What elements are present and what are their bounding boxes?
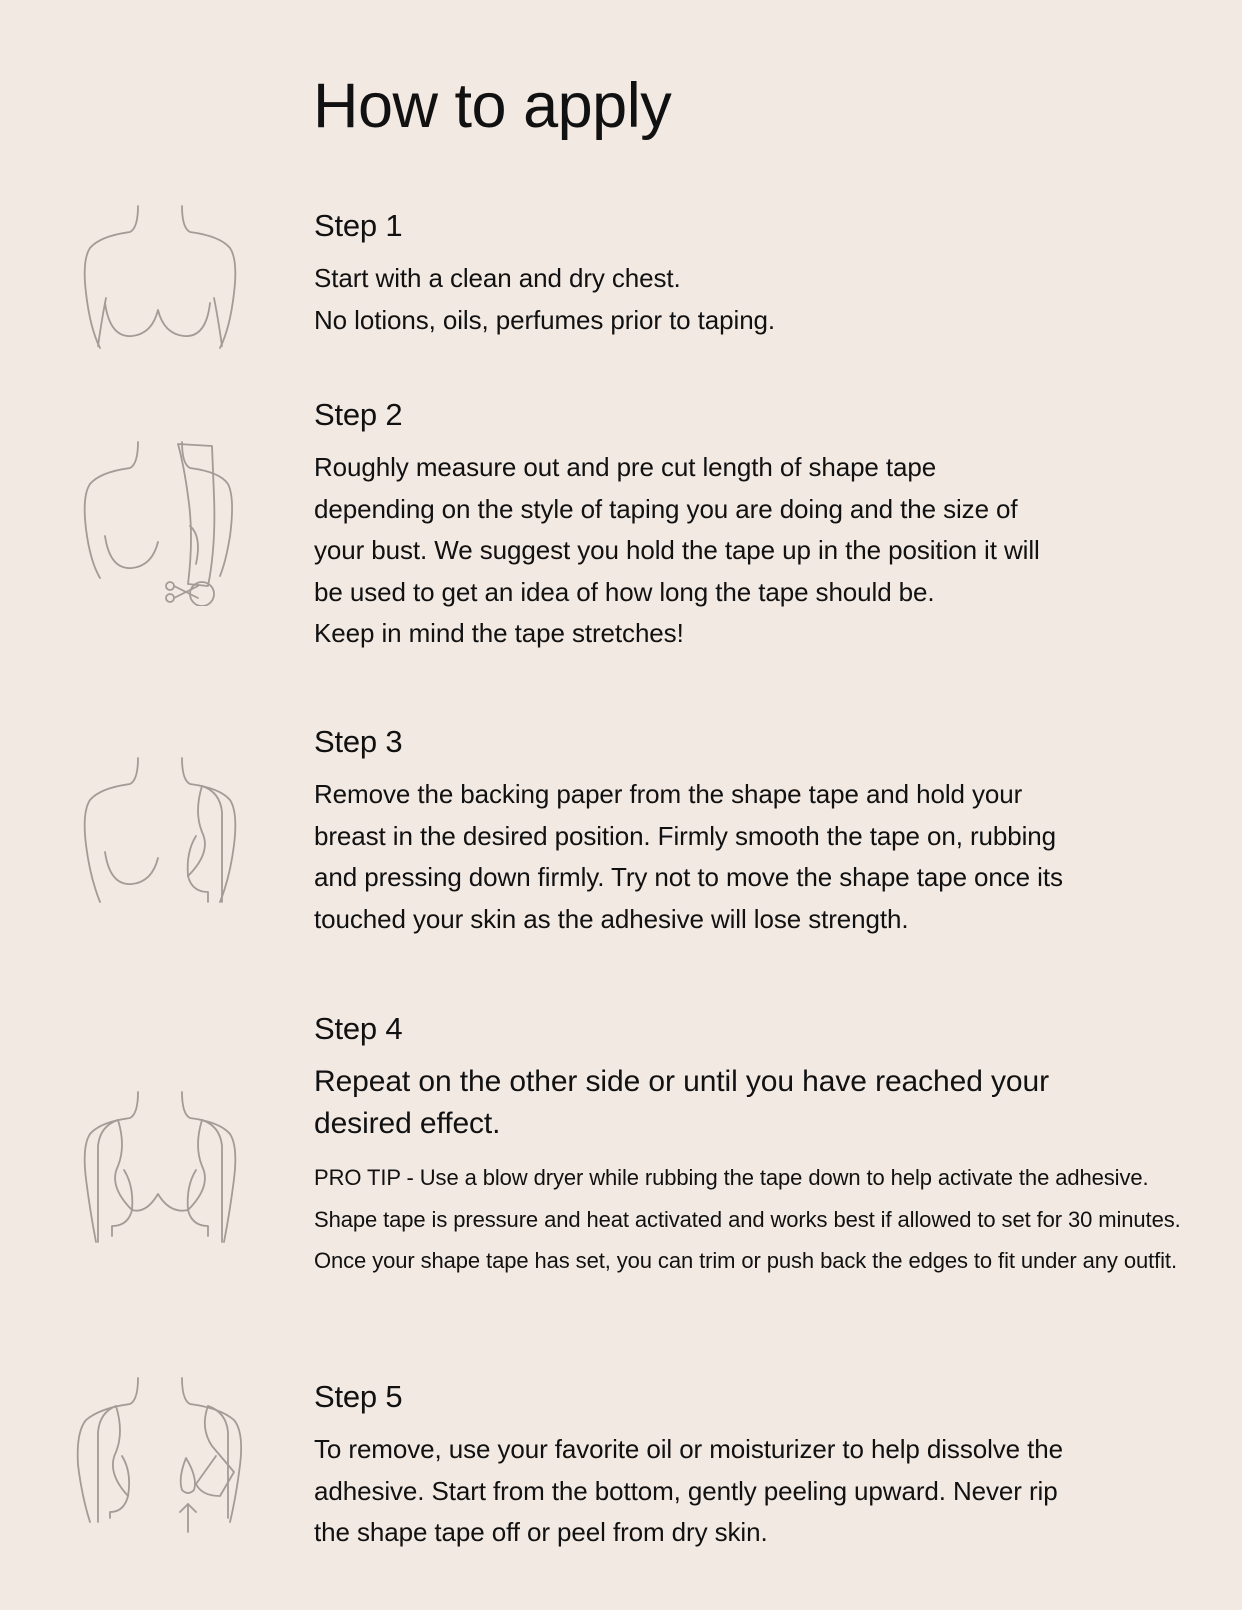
step-instructions: To remove, use your favorite oil or moisturizer to help dissolve the adhesive. Start from the bottom, gently peeling upward. Never rip the shape tape off or peel from dry skin. <box>314 1434 1063 1547</box>
step-4 <box>314 1009 1194 1282</box>
step-5 <box>314 1377 1194 1554</box>
measure-and-cut-tape-icon <box>70 436 250 606</box>
step-instructions: Remove the backing paper from the shape tape and hold your breast in the desired position. Firmly smooth the tape on, rubbing and pressing down firmly. Try not to move the shape tape once its touched your skin as the adhesive will lose strength. <box>314 779 1063 934</box>
step-instructions: Start with a clean and dry chest. No lotions, oils, perfumes prior to taping. <box>314 263 776 335</box>
peel-tape-upward-icon <box>70 1372 250 1542</box>
apply-tape-one-side-icon <box>70 752 250 922</box>
step-1 <box>314 206 1194 341</box>
step-instructions: Repeat on the other side or until you have reached your desired effect. <box>314 1065 1049 1140</box>
bare-chest-icon <box>70 198 250 368</box>
step-heading: Step 1 <box>314 208 403 243</box>
apply-tape-both-sides-icon <box>70 1086 250 1256</box>
step-instructions: Roughly measure out and pre cut length of shape tape depending on the style of taping you are doing and the size of your bust. We suggest you hold the tape up in the position it will be used to get an idea of how long the tape should be. Keep in mind the tape stretches! <box>314 452 1040 648</box>
step-heading: Step 5 <box>314 1379 403 1414</box>
step-heading: Step 3 <box>314 724 403 759</box>
page-title: How to apply <box>313 71 672 141</box>
step-2 <box>314 395 1194 655</box>
step-3 <box>314 722 1194 940</box>
step-heading: Step 4 <box>314 1011 403 1046</box>
pro-tip: PRO TIP - Use a blow dryer while rubbing the tape down to help activate the adhesive. Shape tape is pressure and heat activated and works best if allowed to set for 30 minutes. Once your shape tape has set, you can trim or push back the edges to fit under any outfit. <box>314 1165 1181 1273</box>
step-heading: Step 2 <box>314 397 403 432</box>
